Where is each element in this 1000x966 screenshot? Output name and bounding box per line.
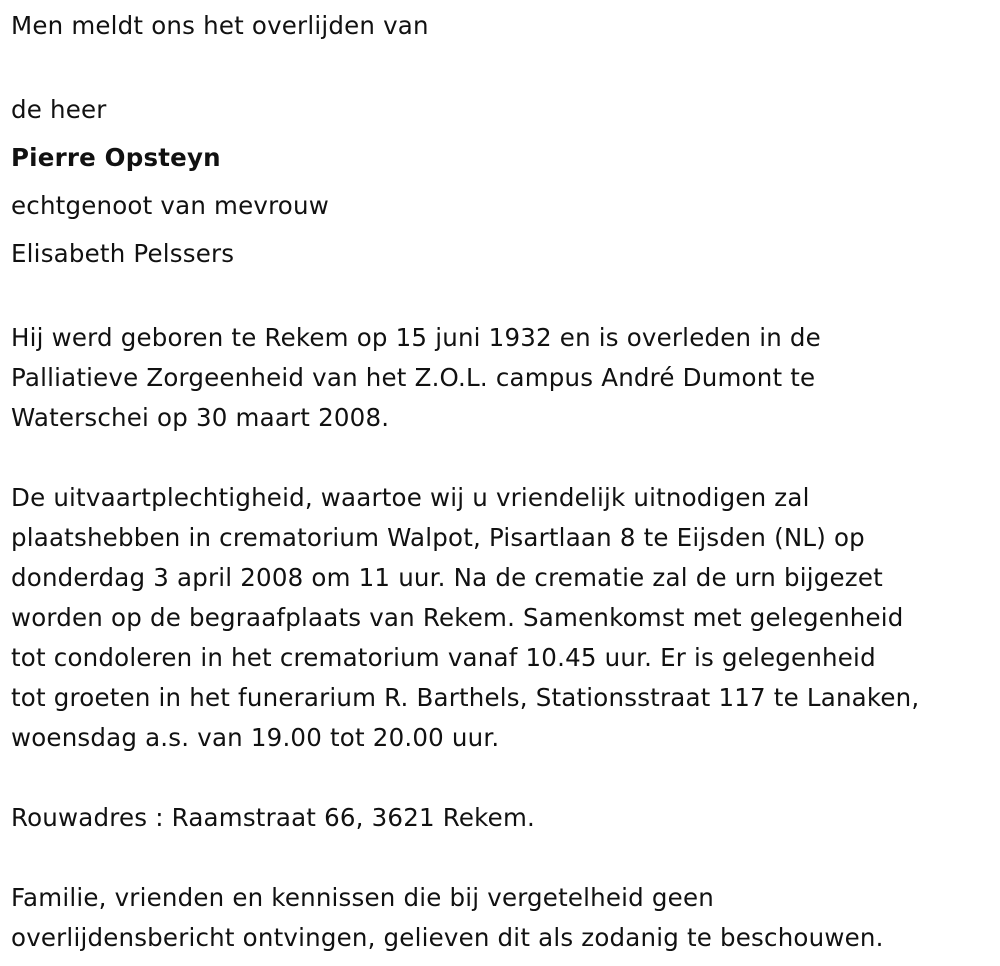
death-notice — [11, 6, 991, 958]
paragraph-line: donderdag 3 april 2008 om 11 uur. Na de crematie zal de urn bijgezet — [11, 563, 883, 592]
ceremony-paragraph — [11, 478, 991, 758]
birth-death-paragraph — [11, 318, 991, 438]
paragraph-line: tot condoleren in het crematorium vanaf 10.45 uur. Er is gelegenheid — [11, 643, 876, 672]
paragraph-line: worden op de begraafplaats van Rekem. Samenkomst met gelegenheid — [11, 603, 904, 632]
paragraph-line: De uitvaartplechtigheid, waartoe wij u vriendelijk uitnodigen zal — [11, 483, 810, 512]
spacer — [11, 838, 991, 878]
paragraph-line: plaatshebben in crematorium Walpot, Pisartlaan 8 te Eijsden (NL) op — [11, 523, 865, 552]
spouse-name: Elisabeth Pelssers — [11, 239, 235, 268]
intro-text: Men meldt ons het overlijden van — [11, 11, 429, 40]
paragraph-line: overlijdensbericht ontvingen, gelieven dit als zodanig te beschouwen. — [11, 923, 884, 952]
deceased-name: Pierre Opsteyn — [11, 143, 221, 172]
spacer — [11, 278, 991, 318]
paragraph-line: Palliatieve Zorgeenheid van het Z.O.L. campus André Dumont te — [11, 363, 816, 392]
paragraph-line: Hij werd geboren te Rekem op 15 juni 1932 en is overleden in de — [11, 323, 821, 352]
paragraph-line: tot groeten in het funerarium R. Barthels, Stationsstraat 117 te Lanaken, — [11, 683, 920, 712]
paragraph-line: woensdag a.s. van 19.00 tot 20.00 uur. — [11, 723, 500, 752]
spacer — [11, 438, 991, 478]
paragraph-line: Familie, vrienden en kennissen die bij vergetelheid geen — [11, 883, 714, 912]
closing-paragraph — [11, 878, 991, 958]
paragraph-line: Waterschei op 30 maart 2008. — [11, 403, 390, 432]
relation-text: echtgenoot van mevrouw — [11, 191, 329, 220]
spacer — [11, 46, 991, 86]
spacer — [11, 758, 991, 798]
mourning-address: Rouwadres : Raamstraat 66, 3621 Rekem. — [11, 803, 536, 832]
honorific: de heer — [11, 95, 107, 124]
